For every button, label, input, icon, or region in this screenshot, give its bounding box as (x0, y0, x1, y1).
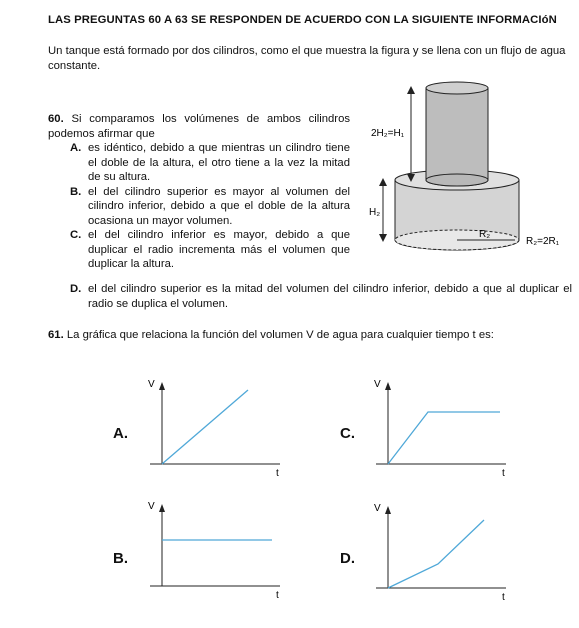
graph-c[interactable] (366, 372, 516, 484)
question-61-text: La gráfica que relaciona la función del volumen V de agua para cualquier tiempo t es: (66, 329, 494, 341)
y-axis-arrow (159, 504, 165, 512)
graph-a[interactable] (140, 372, 290, 484)
curve-line (388, 412, 500, 464)
option-letter: D. (70, 283, 82, 295)
label-h2: H₂ (369, 207, 381, 218)
option-letter: C. (70, 229, 82, 241)
option-60-b[interactable] (48, 185, 350, 229)
question-60 (48, 112, 350, 272)
question-61-number: 61. (48, 329, 64, 341)
x-axis-label: t (502, 468, 505, 479)
y-axis-label: V (374, 503, 381, 514)
intro-text: Un tanque está formado por dos cilindros, como el que muestra la figura y se llena con un flujo de agua constante. (48, 45, 566, 72)
upper-cylinder (426, 82, 488, 186)
question-61 (48, 328, 568, 343)
y-axis-arrow (385, 506, 391, 514)
x-axis-label: t (502, 592, 505, 603)
curve-line (162, 390, 248, 464)
graph-d[interactable] (366, 496, 516, 608)
option-letter: A. (70, 142, 82, 154)
label-r2: R₂ (479, 229, 491, 240)
y-axis-label: V (148, 379, 155, 390)
option-text: el del cilindro inferior es mayor, debido a que duplicar el radio incrementa más el volumen que duplicar la altura. (88, 229, 350, 270)
h2-dimension-arrow (379, 178, 387, 242)
option-60-a[interactable] (48, 141, 350, 185)
option-text: el del cilindro superior es mayor al volumen del cilindro inferior, debido a que el doble de la altura ocasiona un mayor volumen. (88, 185, 350, 227)
question-60-text: Si comparamos los volúmenes de ambos cilindros podemos afirmar que (48, 113, 351, 140)
tank-figure (355, 80, 575, 255)
y-axis-arrow (385, 382, 391, 390)
option-text: es idéntico, debido a que mientras un cilindro tiene el doble de la altura, el otro tiene a la vez la mitad de su altura. (88, 142, 350, 183)
option-text: el del cilindro superior es la mitad del volumen del cilindro inferior, debido a que al duplicar el radio se duplica el volumen. (88, 283, 572, 310)
option-letter: B. (70, 185, 82, 198)
y-axis-label: V (374, 379, 381, 390)
graph-b-letter[interactable]: B. (113, 550, 128, 567)
label-r2-relation: R₂=2R₁ (526, 236, 560, 247)
question-60-number: 60. (48, 113, 64, 125)
option-60-d[interactable] (48, 282, 572, 311)
graph-b[interactable] (140, 494, 290, 606)
option-60-d-row[interactable] (48, 282, 572, 311)
section-title: LAS PREGUNTAS 60 A 63 SE RESPONDEN DE ACUERDO CON LA SIGUIENTE INFORMACIóN (48, 14, 557, 26)
x-axis-label: t (276, 468, 279, 479)
x-axis-label: t (276, 590, 279, 601)
option-60-c[interactable] (48, 228, 350, 272)
graph-a-letter[interactable]: A. (113, 425, 128, 442)
curve-line (388, 520, 484, 588)
question-60-stem (48, 112, 350, 141)
graph-c-letter[interactable]: C. (340, 425, 355, 442)
y-axis-label: V (148, 501, 155, 512)
label-h1: 2H₂=H₁ (371, 128, 405, 139)
h1-dimension-arrow (407, 86, 415, 182)
graph-d-letter[interactable]: D. (340, 550, 355, 567)
y-axis-arrow (159, 382, 165, 390)
